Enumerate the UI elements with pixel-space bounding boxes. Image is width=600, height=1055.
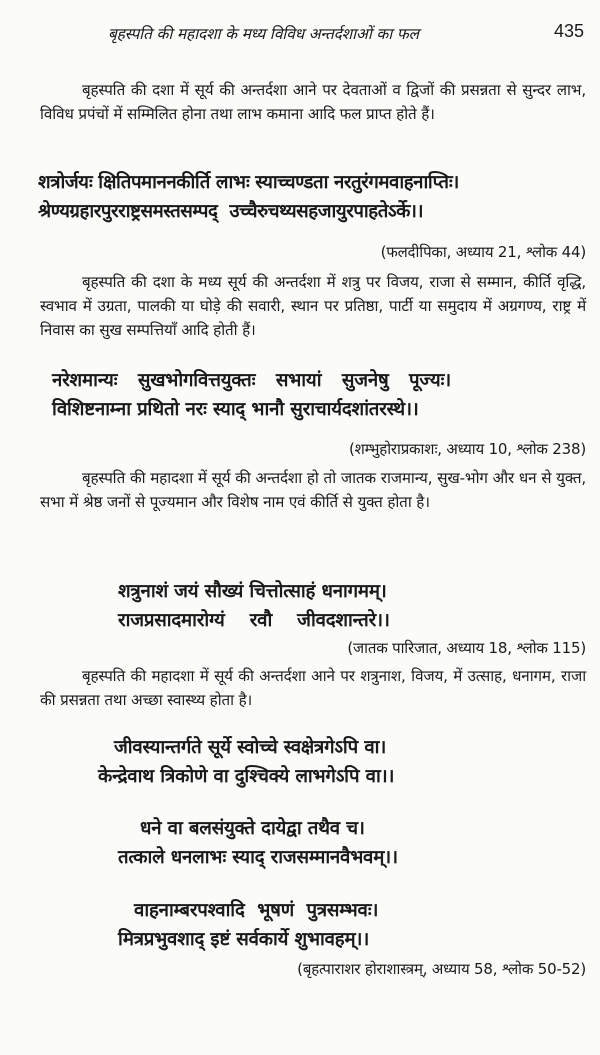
paragraph-4: बृहस्पति की महादशा में सूर्य की अन्तर्दशा आने पर शत्रुनाश, विजय, में उत्साह, धनागम, राजा की प्रसन्नता तथा अच्छा स्वास्थ्य होता है। [40,667,586,709]
verse-6 [118,897,538,954]
verse-2-line-1: नरेशमान्यः सुखभोगवित्तयुक्तः सभायां सुजनेषु पूज्यः। [52,370,452,391]
citation-6: (बृहत्पाराशर होराशास्त्रम्, अध्याय 58, श्लोक 50-52) [297,960,586,978]
chapter-title: बृहस्पति की महादशा के मध्य विविध अन्तर्दशाओं का फल [108,25,419,43]
citation-2: (शम्भुहोराप्रकाशः, अध्याय 10, श्लोक 238) [348,440,586,458]
verse-2-line-2: विशिष्टनाम्ना प्रथितो नरः स्याद् भानौ सुराचार्यदशांतरस्थे।। [52,398,419,420]
verse-1 [38,169,584,226]
page-number: 435 [553,21,584,41]
verse-1-line-1: शत्रोर्जयः क्षितिपमाननकीर्ति लाभः स्याच्चण्डता नरतुरंगमवाहनाप्तिः। [38,172,459,193]
paragraph-3: बृहस्पति की महादशा में सूर्य की अन्तर्दशा हो तो जातक राजमान्य, सुख-भोग और धन से युक्त, सभा में श्रेष्ठ जनों से पूज्यमान और विशेष नाम एवं कीर्ति से युक्त होता है। [40,469,586,511]
verse-5-line-2: तत्काले धनलाभः स्याद् राजसम्मानवैभवम्।। [118,846,398,868]
verse-6-line-2: मित्रप्रभुवशाद् इष्टं सर्वकार्ये शुभावहम्।। [118,928,370,950]
verse-4 [98,734,528,791]
verse-5 [118,815,518,872]
verse-1-line-2: श्रेण्यग्रहारपुरराष्ट्रसमस्तसम्पद् उच्चैरुचथ्यसहजायुरपाहतेऽर्के।। [38,200,424,222]
verse-3 [118,578,538,635]
citation-3: (जातक पारिजात, अध्याय 18, श्लोक 115) [347,639,586,657]
citation-1: (फलदीपिका, अध्याय 21, श्लोक 44) [380,243,586,261]
verse-5-line-1: धने वा बलसंयुक्ते दायेद्वा तथैव च। [140,818,365,839]
verse-2 [52,367,584,424]
verse-3-line-2: राजप्रसादमारोग्यं रवौ जीवदशान्तरे।। [118,609,390,631]
verse-4-line-1: जीवस्यान्तर्गते सूर्ये स्वोच्चे स्वक्षेत्रगेऽपि वा। [114,737,387,758]
verse-4-line-2: केन्द्रेवाथ त्रिकोणे वा दुश्चिक्ये लाभगेऽपि वा।। [98,765,395,787]
verse-6-line-1: वाहनाम्बरपश्वादि भूषणं पुत्रसम्भवः। [134,900,379,921]
paragraph-1: बृहस्पति की दशा में सूर्य की अन्तर्दशा आने पर देवताओं व द्विजों की प्रसन्नता से सुन्दर लाभ, विविध प्रपंचों में सम्मिलित होना तथा लाभ कमाना आदि फल प्राप्त होते हैं। [40,81,586,123]
paragraph-2: बृहस्पति की दशा के मध्य सूर्य की अन्तर्दशा में शत्रु पर विजय, राजा से सम्मान, कीर्ति वृद्धि, स्वभाव में उग्रता, पालकी या घोड़े की सवारी, स्थान पर प्रतिष्ठा, पार्टी या समुदाय में अग्रगण्य, राष्ट्र में निवास का सुख सम्पत्तियाँ आदि होती हैं। [40,273,586,339]
verse-3-line-1: शत्रुनाशं जयं सौख्यं चित्तोत्साहं धनागमम्। [118,581,387,602]
running-header [0,20,600,48]
